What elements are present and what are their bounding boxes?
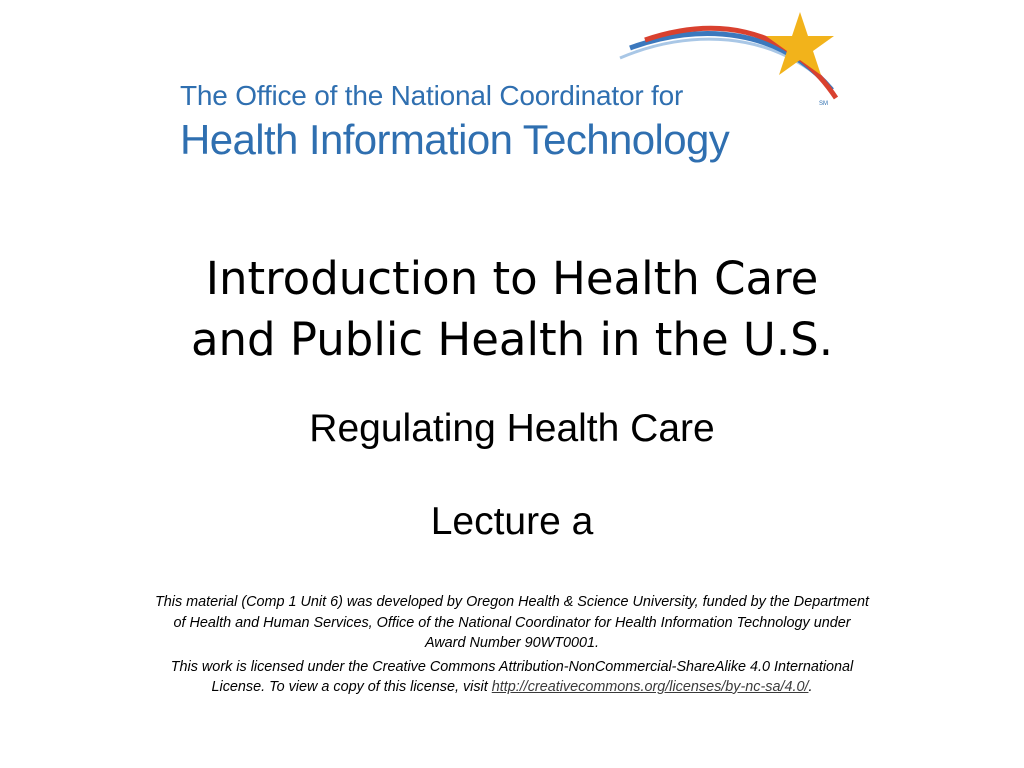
license-line-1: This work is licensed under the Creative Commons Attribution-NonCommercial-ShareAlike 4.0 International <box>170 658 854 675</box>
logo-text-line1: The Office of the National Coordinator for <box>180 80 684 111</box>
attribution-notes <box>80 592 944 701</box>
onc-logo <box>180 10 860 180</box>
license-statement <box>80 657 944 698</box>
license-link[interactable]: http://creativecommons.org/licenses/by-nc-sa/4.0/ <box>491 679 809 695</box>
funding-statement <box>80 592 944 654</box>
license-suffix: . <box>808 679 813 695</box>
slide-subtitle: Regulating Health Care <box>309 407 715 450</box>
lecture-label: Lecture a <box>430 500 594 543</box>
service-mark: SM <box>819 101 828 107</box>
slide-title <box>80 248 944 370</box>
funding-line-2: of Health and Human Services, Office of the National Coordinator for Health Information Technology under <box>173 614 851 631</box>
logo-text-line2: Health Information Technology <box>180 116 730 163</box>
license-line-2 <box>80 677 944 698</box>
funding-line-1: This material (Comp 1 Unit 6) was developed by Oregon Health & Science University, funded by the Department <box>154 594 869 610</box>
funding-line-3: Award Number 90WT0001. <box>424 635 600 651</box>
title-line-1: Introduction to Health Care <box>205 252 819 305</box>
title-line-2: and Public Health in the U.S. <box>190 313 834 366</box>
license-prefix: License. To view a copy of this license, visit <box>211 679 492 695</box>
